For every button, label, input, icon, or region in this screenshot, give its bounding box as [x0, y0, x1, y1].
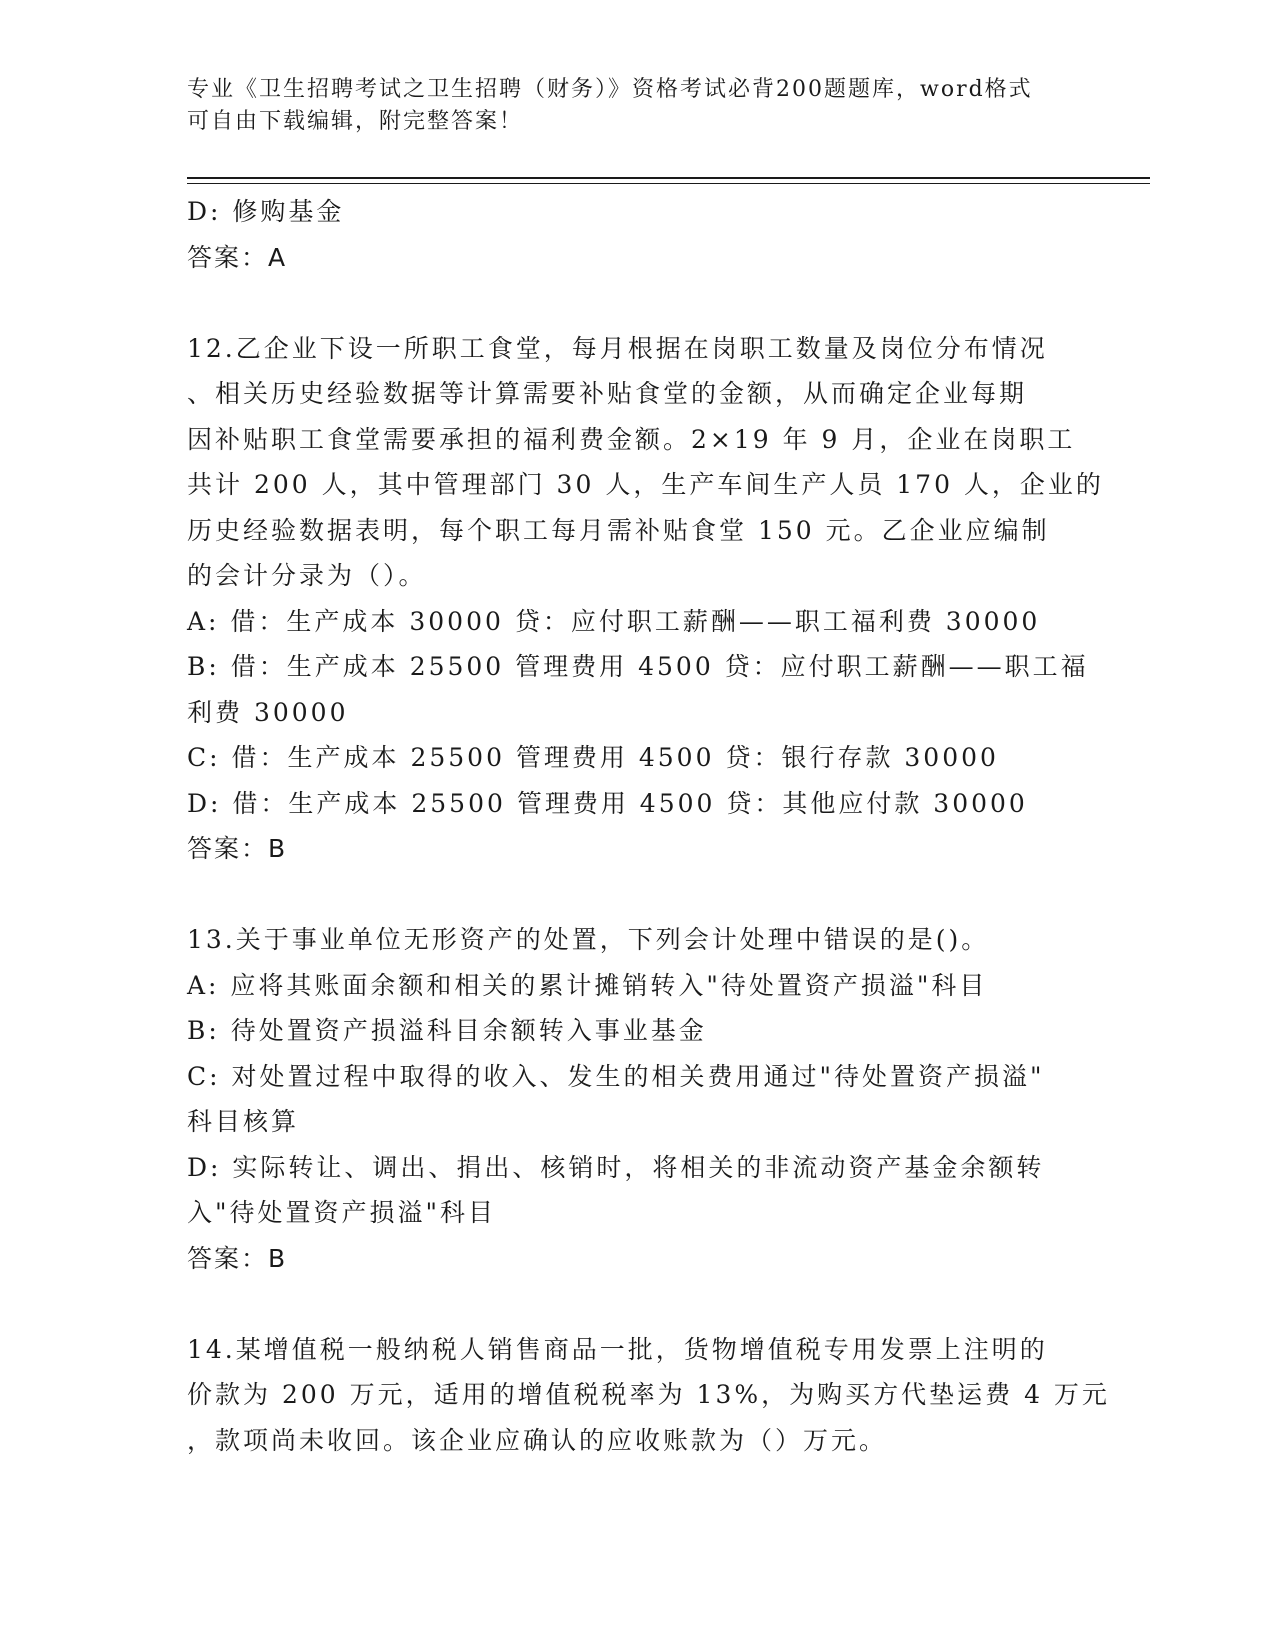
- q12-option-c: C: 借：生产成本 25500 管理费用 4500 贷：银行存款 30000: [187, 743, 999, 772]
- prev-option-d: D: 修购基金: [187, 197, 345, 226]
- spacer: [187, 872, 1087, 918]
- q13-option-b: B: 待处置资产损溢科目余额转入事业基金: [187, 1016, 707, 1045]
- q12-stem-line: 历史经验数据表明，每个职工每月需补贴食堂 150 元。乙企业应编制: [187, 515, 1050, 545]
- header-divider-thick: [187, 177, 1150, 179]
- question-13: [187, 917, 1087, 1281]
- q12-option-b-cont: 利费 30000: [187, 697, 349, 727]
- q13-option-d-cont: 入"待处置资产损溢"科目: [187, 1198, 496, 1227]
- q12-stem-line: 的会计分录为（）。: [187, 561, 427, 590]
- header-line-2: 可自由下载编辑，附完整答案！: [187, 109, 524, 134]
- question-14: [187, 1327, 1110, 1464]
- q13-stem: 13.关于事业单位无形资产的处置，下列会计处理中错误的是()。: [187, 925, 990, 954]
- question-12: [187, 326, 1104, 872]
- q13-option-c: C: 对处置过程中取得的收入、发生的相关费用通过"待处置资产损溢": [187, 1061, 1045, 1091]
- q12-option-b: B: 借：生产成本 25500 管理费用 4500 贷：应付职工薪酬——职工福: [187, 652, 1089, 681]
- q12-option-d: D: 借：生产成本 25500 管理费用 4500 贷：其他应付款 30000: [187, 788, 1028, 818]
- header-divider-thin: [187, 183, 1150, 184]
- header-line-1: 专业《卫生招聘考试之卫生招聘（财务）》资格考试必背200题题库，word格式: [187, 77, 1033, 102]
- q14-stem-line: 价款为 200 万元，适用的增值税税率为 13%，为购买方代垫运费 4 万元: [187, 1380, 1110, 1409]
- prev-answer: 答案：A: [187, 242, 288, 272]
- q12-answer: 答案：B: [187, 834, 288, 863]
- spacer: [187, 1281, 1087, 1327]
- q12-stem-line: 共计 200 人，其中管理部门 30 人，生产车间生产人员 170 人，企业的: [187, 470, 1104, 499]
- document-body: [187, 189, 1110, 1463]
- q13-answer: 答案：B: [187, 1243, 288, 1273]
- q14-stem-line: 14.某增值税一般纳税人销售商品一批，货物增值税专用发票上注明的: [187, 1334, 1048, 1364]
- spacer: [187, 280, 1087, 326]
- q13-option-c-cont: 科目核算: [187, 1107, 300, 1136]
- page-header: [187, 74, 1067, 138]
- q12-stem-line: 因补贴职工食堂需要承担的福利费金额。2×19 年 9 月，企业在岗职工: [187, 424, 1076, 454]
- q12-option-a: A: 借：生产成本 30000 贷：应付职工薪酬——职工福利费 30000: [187, 606, 1041, 636]
- q13-option-a: A: 应将其账面余额和相关的累计摊销转入"待处置资产损溢"科目: [187, 970, 988, 1000]
- q12-stem-line: 、相关历史经验数据等计算需要补贴食堂的金额，从而确定企业每期: [187, 379, 1028, 408]
- q13-option-d: D: 实际转让、调出、捐出、核销时，将相关的非流动资产基金余额转: [187, 1152, 1045, 1182]
- q14-stem-line: ，款项尚未收回。该企业应确认的应收账款为（）万元。: [187, 1425, 888, 1455]
- q12-stem-line: 12.乙企业下设一所职工食堂，每月根据在岗职工数量及岗位分布情况: [187, 333, 1048, 363]
